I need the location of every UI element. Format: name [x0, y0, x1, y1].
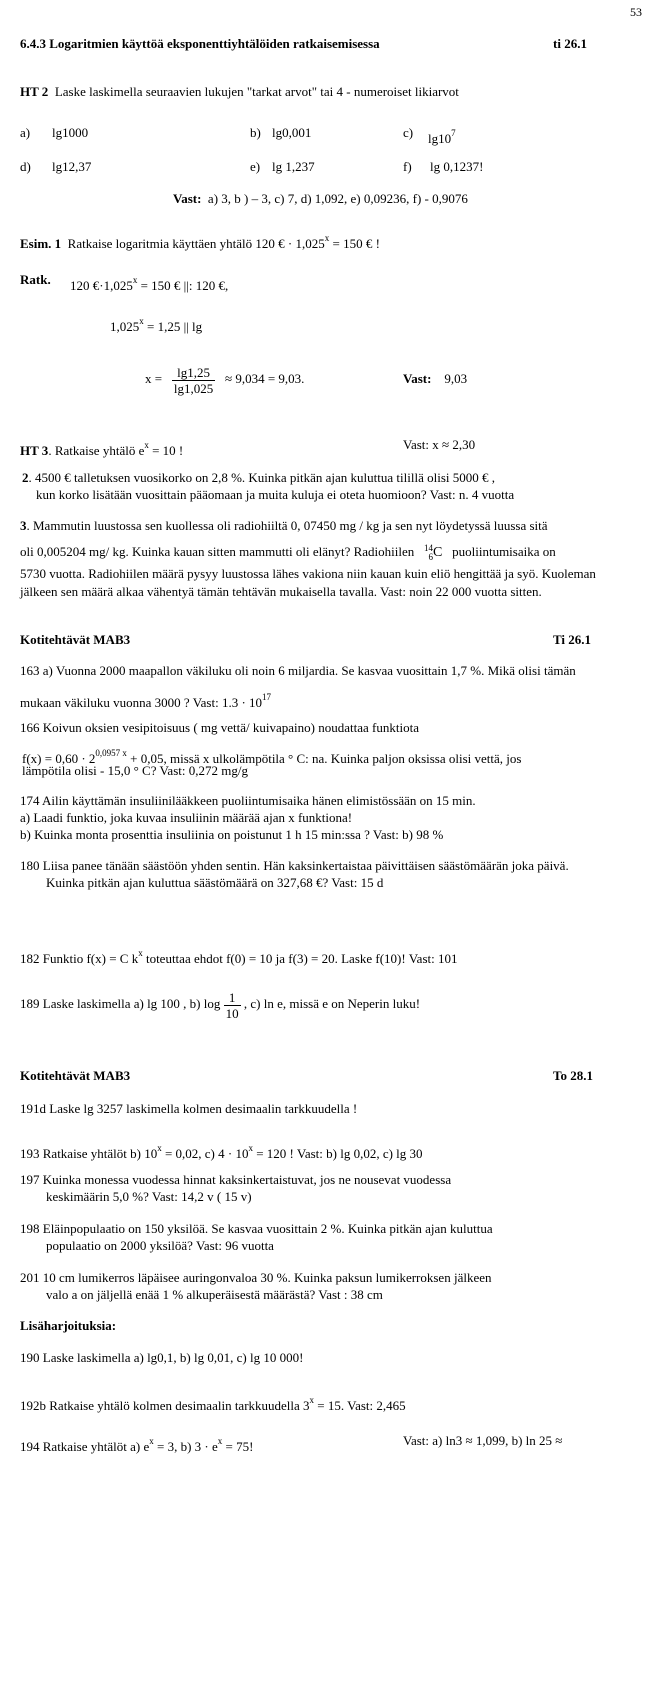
task-3-line-1: 3. Mammutin luustossa sen kuollessa oli radiohiiltä 0, 07450 mg / kg ja sen nyt löydetyssä luussa sitä	[20, 518, 548, 533]
homework-2-title: Kotitehtävät MAB3	[20, 1068, 131, 1083]
task-2-line-2: kun korko lisätään vuosittain pääomaan ja muita kuluja ei oteta huomioon? Vast: n. 4 vuotta	[36, 487, 515, 502]
ht2-c-expr: $\lg 10^7$	[428, 128, 456, 146]
carbon-isotope: 14 6	[424, 543, 434, 563]
task-2-line-1: 2. 4500 € talletuksen vuosikorko on 2,8 %. Kuinka pitkän ajan kuluttua tilillä olisi 5000 € ,	[22, 470, 496, 485]
problem-180-line-2: Kuinka pitkän ajan kuluttua säästömäärä on 327,68 €? Vast: 15 d	[46, 875, 384, 890]
problem-190: 190 Laske laskimella a) lg0,1, b) lg 0,01, c) lg 10 000!	[20, 1350, 304, 1365]
ht2-e-letter: e)	[250, 159, 261, 174]
ht2-d-letter: d)	[20, 159, 31, 174]
task-3-line-2: oli 0,005204 mg/ kg. Kuinka kauan sitten mammutti oli elänyt? Radiohiilen 14 6 C puoliintumisaika on	[20, 543, 556, 563]
problem-194: 194 Ratkaise yhtälöt a) $e^x = 3$, b) $3 \cdot e^x = 75$!	[20, 1436, 254, 1454]
ht2-b-letter: b)	[250, 125, 261, 140]
ht3-answer: Vast: x ≈ 2,30	[403, 437, 476, 452]
problem-174-line-1: 174 Ailin käyttämän insuliinilääkkeen puoliintumisaika hänen elimistössään on 15 min.	[20, 793, 476, 808]
page-number: 53	[630, 5, 642, 19]
problem-189: 189 Laske laskimella a) lg 100 , b) log $\frac{1}{10}$ , c) ln e, missä e on Neperin luku!	[20, 989, 421, 1021]
example-1: Esim. 1 Ratkaise logaritmia käyttäen yhtälö 120 € · $1,025^x = 150$ € !	[20, 233, 380, 251]
ht2-f-expr: lg 0,1237!	[430, 159, 484, 174]
problem-197-line-2: keskimäärin 5,0 %? Vast: 14,2 v ( 15 v)	[46, 1189, 252, 1204]
homework-1-title: Kotitehtävät MAB3	[20, 632, 131, 647]
problem-166-line-1: 166 Koivun oksien vesipitoisuus ( mg vettä/ kuivapaino) noudattaa funktiota	[20, 720, 419, 735]
task-3-line-3: 5730 vuotta. Radiohiilen määrä pysyy luustossa lähes vakiona niin kauan kuin eliö hengittää ja syö. Kuoleman	[20, 566, 596, 581]
ht2-label: HT 2	[20, 84, 49, 99]
ht2-a-expr: lg1000	[52, 125, 89, 140]
problem-193: 193 Ratkaise yhtälöt b) $10^x = 0,02$, c) $4 \cdot 10^x = 120$ ! Vast: b) lg 0,02, c) lg 30	[20, 1143, 423, 1161]
homework-2-date: To 28.1	[553, 1068, 593, 1083]
ht2-b-expr: lg0,001	[272, 125, 312, 140]
ht2-e-expr: lg 1,237	[272, 159, 315, 174]
ht2-a-letter: a)	[20, 125, 31, 140]
problem-166-line-2: $f(x) = 0,60 \cdot 2^{0,0957 x} + 0,05$, missä x ulkolämpötila ° C: na. Kuinka paljon oksissa olisi vettä, jos	[22, 748, 522, 766]
problem-163-line-2: mukaan väkiluku vuonna 3000 ? Vast: $1.3 \cdot 10^{17}$	[20, 692, 272, 710]
ht2-c-letter: c)	[403, 125, 414, 140]
problem-174-line-3: b) Kuinka monta prosenttia insuliinia on poistunut 1 h 15 min:ssa ? Vast: b) 98 %	[20, 827, 444, 842]
ht2-question	[20, 84, 459, 100]
problem-174-line-2: a) Laadi funktio, joka kuvaa insuliinin määrää ajan x funktiona!	[20, 810, 353, 825]
homework-1-date: Ti 26.1	[553, 632, 592, 647]
ht2-f-letter: f)	[403, 159, 412, 174]
problem-189-fraction: $\frac{1}{10}$	[225, 989, 239, 1021]
ht2-answer: Vast: a) 3, b ) – 3, c) 7, d) 1,092, e) 0,09236, f) - 0,9076	[173, 191, 468, 206]
solution-line-1: 120 $€\cdot 1,025^x = 150$ € ||: 120 €,	[70, 275, 229, 293]
problem-201-line-1: 201 10 cm lumikerros läpäisee auringonvaloa 30 %. Kuinka paksun lumikerroksen jälkeen	[20, 1270, 492, 1285]
solution-line-2: $1,025^x = 1,25$ || lg	[110, 316, 203, 334]
solution-label: Ratk.	[20, 272, 51, 287]
section-title: 6.4.3 Logaritmien käyttöä eksponenttiyhtälöiden ratkaisemisessa	[20, 36, 380, 51]
problem-191d: 191d Laske lg 3257 laskimella kolmen desimaalin tarkkuudella !	[20, 1101, 358, 1116]
ht2-text: Laske laskimella seuraavien lukujen "tarkat arvot" tai 4 - numeroiset likiarvot	[54, 84, 459, 99]
problem-192b: 192b Ratkaise yhtälö kolmen desimaalin tarkkuudella $3^x = 15$. Vast: 2,465	[20, 1395, 406, 1413]
problem-197-line-1: 197 Kuinka monessa vuodessa hinnat kaksinkertaistuvat, jos ne nousevat vuodessa	[20, 1172, 452, 1187]
problem-194-answer: Vast: a) ln3 ≈ 1,099, b) ln 25 ≈	[403, 1433, 563, 1448]
ht2-d-expr: lg12,37	[52, 159, 92, 174]
solution-line-3: x = $\frac{\lg 1,25}{\lg 1,025}$ ≈ 9,034 = 9,03.	[145, 364, 305, 396]
task-3-line-4: jälkeen sen määrä alkaa vähentyä tämän tehtävän mukaisella tavalla. Vast: noin 22 000 vuotta sitten.	[20, 584, 542, 599]
problem-198-line-2: populaatio on 2000 yksilöä? Vast: 96 vuotta	[46, 1238, 274, 1253]
problem-198-line-1: 198 Eläinpopulaatio on 150 yksilöä. Se kasvaa vuosittain 2 %. Kuinka pitkän ajan kuluttua	[20, 1221, 493, 1236]
problem-182: 182 Funktio f(x) = C $k^x$ toteuttaa ehdot f(0) = 10 ja f(3) = 20. Laske f(10)! Vast: 101	[20, 948, 458, 966]
problem-180-line-1: 180 Liisa panee tänään säästöön yhden sentin. Hän kaksinkertaistaa päivittäisen säästömäärän joka päivä.	[20, 858, 569, 873]
extra-exercises-title: Lisäharjoituksia:	[20, 1318, 117, 1333]
solution-fraction: $\frac{\lg 1,25}{\lg 1,025}$	[173, 364, 214, 396]
section-date: ti 26.1	[553, 36, 587, 51]
problem-166-line-3: lämpötila olisi - 15,0 ° C? Vast: 0,272 mg/g	[22, 763, 248, 778]
solution-answer: Vast: 9,03	[403, 371, 468, 386]
ht3-question: HT 3. Ratkaise yhtälö $e^x = 10$ !	[20, 440, 184, 458]
example-label: Esim. 1	[20, 236, 62, 251]
problem-201-line-2: valo a on jäljellä enää 1 % alkuperäisestä määrästä? Vast : 38 cm	[46, 1287, 383, 1302]
problem-163-line-1: 163 a) Vuonna 2000 maapallon väkiluku oli noin 6 miljardia. Se kasvaa vuosittain 1,7 %. Mikä olisi tämän	[20, 663, 576, 678]
